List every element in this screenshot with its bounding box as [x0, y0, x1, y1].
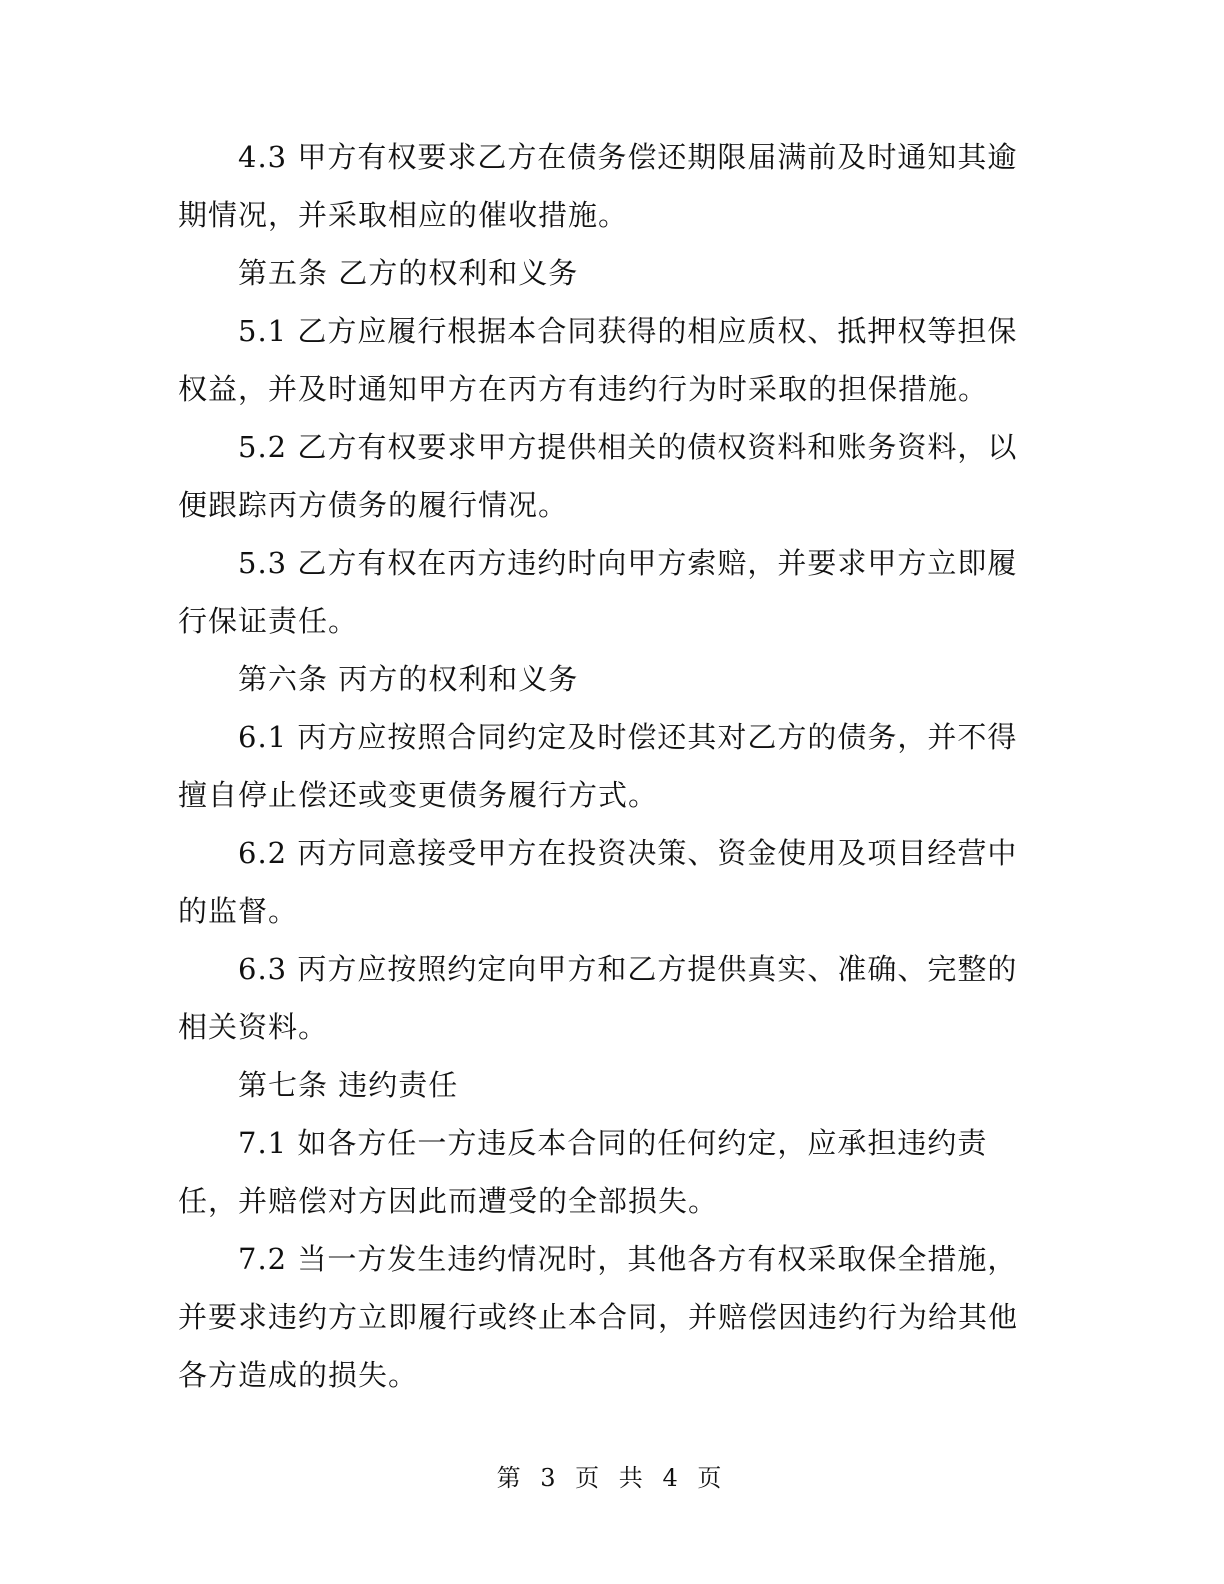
page-number-footer: 第 3 页 共 4 页 [496, 1464, 728, 1492]
clause-5-1: 5.1 乙方应履行根据本合同获得的相应质权、抵押权等担保权益，并及时通知甲方在丙方有违约行为时采取的担保措施。 [178, 314, 1018, 406]
clause-6-3: 6.3 丙方应按照约定向甲方和乙方提供真实、准确、完整的相关资料。 [178, 952, 1018, 1044]
clause-5-2: 5.2 乙方有权要求甲方提供相关的债权资料和账务资料，以便跟踪丙方债务的履行情况。 [178, 430, 1018, 522]
article-5-heading: 第五条 乙方的权利和义务 [238, 256, 579, 290]
clause-4-3: 4.3 甲方有权要求乙方在债务偿还期限届满前及时通知其逾期情况，并采取相应的催收措施。 [178, 140, 1018, 232]
clause-7-1: 7.1 如各方任一方违反本合同的任何约定，应承担违约责任，并赔偿对方因此而遭受的全部损失。 [178, 1126, 988, 1218]
article-6-heading: 第六条 丙方的权利和义务 [238, 662, 579, 696]
clause-5-3: 5.3 乙方有权在丙方违约时向甲方索赔，并要求甲方立即履行保证责任。 [178, 546, 1018, 638]
clause-6-1: 6.1 丙方应按照合同约定及时偿还其对乙方的债务，并不得擅自停止偿还或变更债务履行方式。 [178, 720, 1018, 812]
clause-7-2: 7.2 当一方发生违约情况时，其他各方有权采取保全措施，并要求违约方立即履行或终止本合同，并赔偿因违约行为给其他各方造成的损失。 [178, 1242, 1019, 1392]
clause-6-2: 6.2 丙方同意接受甲方在投资决策、资金使用及项目经营中的监督。 [178, 836, 1018, 928]
document-body [178, 128, 1018, 1404]
article-7-heading: 第七条 违约责任 [238, 1068, 459, 1102]
